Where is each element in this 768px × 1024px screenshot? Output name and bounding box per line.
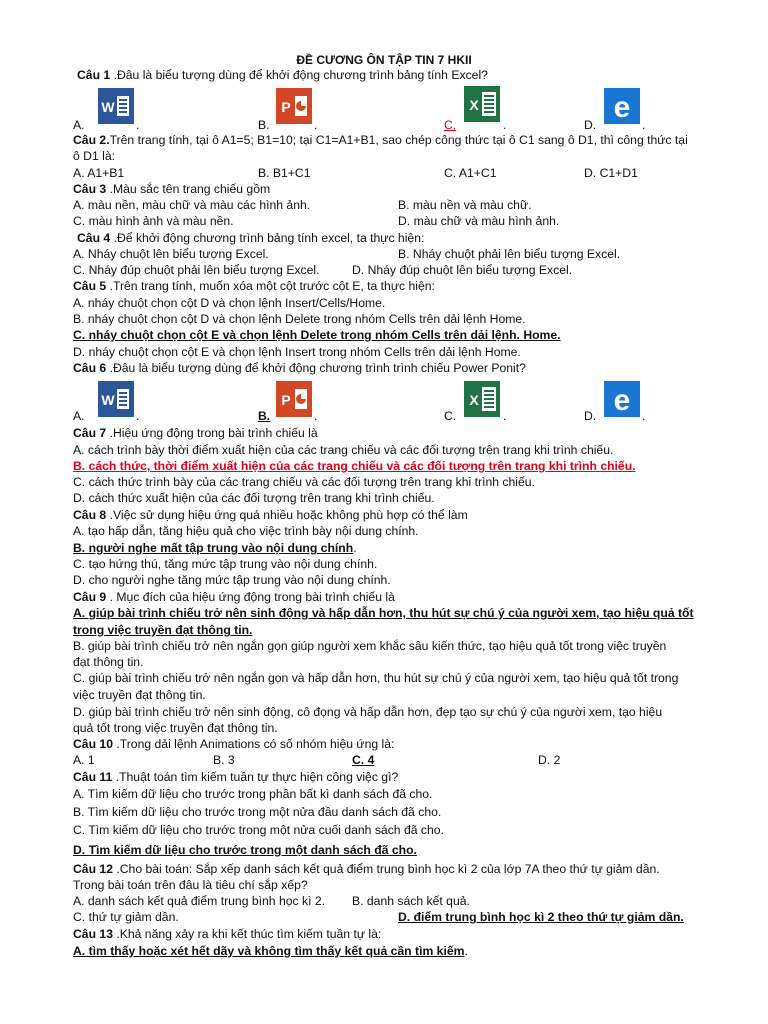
q8-option-b-row — [73, 541, 357, 556]
question-6 — [73, 361, 526, 376]
q8-option-b-answer: B. người nghe mất tập trung vào nội dung chính — [73, 541, 354, 555]
question-7 — [73, 426, 318, 441]
question-13 — [73, 927, 381, 942]
question-label: Câu 13 — [73, 927, 113, 941]
question-12 — [73, 862, 660, 877]
edge-icon — [604, 88, 640, 124]
q9-option-a-answer-line1: A. giúp bài trình chiếu trở nên sinh động và hấp dẫn hơn, thu hút sự chú ý của người xem, tạo hiệu quả tốt — [73, 606, 694, 620]
question-3 — [73, 182, 270, 197]
q8-option-b-end: . — [353, 541, 357, 555]
q6-option-b-label: B. — [258, 409, 271, 423]
q6-option-d-label: D. — [584, 409, 597, 423]
q1-option-b-label: B. — [258, 118, 270, 132]
q12-option-a: A. danh sách kết quả điểm trung bình học kì 2. — [73, 894, 326, 908]
dot: . — [642, 409, 646, 423]
question-label: Câu 4 — [77, 231, 111, 245]
q1-option-d-label: D. — [584, 118, 597, 132]
q6-option-a-label: A. — [73, 409, 85, 423]
question-label: Câu 8 — [73, 508, 107, 522]
dot: . — [503, 118, 507, 132]
edge-icon — [604, 381, 640, 417]
question-label: Câu 9 — [73, 590, 107, 604]
question-11 — [73, 770, 398, 785]
q10-option-c-answer: C. 4 — [352, 753, 375, 767]
powerpoint-icon — [276, 381, 312, 417]
q7-option-a: A. cách trình bày thời điểm xuất hiện của các trang chiếu và các đối tượng trên trang khi trình chiếu. — [73, 443, 614, 457]
question-10 — [73, 737, 394, 752]
question-9 — [73, 590, 395, 605]
q4-option-a: A. Nháy chuột lên biểu tượng Excel. — [73, 247, 269, 261]
question-label: Câu 10 — [73, 737, 113, 751]
question-text: .Cho bài toán: Sắp xếp danh sách kết quả điểm trung bình học kì 2 của lớp 7A theo thứ tự giảm dần. — [112, 862, 660, 876]
question-label: Câu 1 — [77, 68, 111, 82]
question-text: .Thuật toán tìm kiếm tuần tự thực hiện công việc gì? — [112, 770, 399, 784]
q1-option-c-label: C. — [444, 118, 457, 132]
q13-option-a-row — [73, 944, 468, 959]
question-2-cont: ô D1 là: — [73, 149, 116, 163]
q9-option-d-line1: D. giúp bài trình chiếu trở nên sinh động, cô đọng và hấp dẫn hơn, đẹp tạo sự chú ý của người xem, tạo hiệu — [73, 705, 663, 719]
q11-option-c: C. Tìm kiếm dữ liệu cho trước trong một nửa cuối danh sách đã cho. — [73, 823, 444, 837]
q8-option-c: C. tạo hứng thú, tăng mức tập trung vào nội dung chính. — [73, 557, 378, 571]
q4-option-d: D. Nháy đúp chuột lên biểu tượng Excel. — [352, 263, 573, 277]
q2-option-c: C. A1+C1 — [444, 166, 497, 180]
q3-option-b: B. màu nền và màu chữ. — [398, 198, 532, 212]
q4-option-b: B. Nháy chuột phải lên biểu tượng Excel. — [398, 247, 621, 261]
question-label: Câu 3 — [73, 182, 107, 196]
q9-option-d-line2: quả tốt trong việc truyền đạt thông tin. — [73, 721, 278, 735]
question-2 — [73, 133, 688, 148]
q7-option-c: C. cách thức trình bày của các trang chiếu và các đối tượng trên trang khi trình chiếu. — [73, 475, 535, 489]
question-text: .Khả năng xảy ra khi kết thúc tìm kiếm tuần tự là: — [112, 927, 382, 941]
q5-option-c-answer: C. nháy chuột chọn cột E và chọn lệnh Delete trong nhóm Cells trên dải lệnh. Home. — [73, 328, 561, 342]
document-title: ĐỀ CƯƠNG ÔN TẬP TIN 7 HKII — [296, 53, 472, 67]
q1-option-a-label: A. — [73, 118, 85, 132]
q3-option-d: D. màu chữ và màu hình ảnh. — [398, 214, 560, 228]
q9-option-c-line1: C. giúp bài trình chiếu trở nên ngắn gọn và hấp dẫn hơn, thu hút sự chú ý của người xem, tạo hiệu quả tốt trong — [73, 671, 679, 685]
question-12-cont: Trong bài toán trên đâu là tiêu chí sắp xếp? — [73, 878, 308, 892]
question-1 — [77, 68, 488, 83]
dot: . — [314, 409, 318, 423]
q9-option-b-line2: đạt thông tin. — [73, 655, 144, 669]
question-text: .Đâu là biểu tượng dùng để khởi động chương trình trình chiếu Power Ponit? — [106, 361, 526, 375]
q8-option-a: A. tạo hấp dẫn, tăng hiệu quả cho việc trình bày nội dung chính. — [73, 524, 419, 538]
question-text: . Mục đích của hiệu ứng động trong bài trình chiếu là — [106, 590, 395, 604]
q4-option-c: C. Nháy đúp chuột phải lên biểu tượng Excel. — [73, 263, 320, 277]
q9-option-a-answer-line2: trong việc truyền đạt thông tin. — [73, 623, 253, 637]
excel-icon — [464, 86, 500, 122]
question-text: .Để khởi động chương trình bảng tính excel, ta thực hiện: — [110, 231, 425, 245]
q11-option-d-answer: D. Tìm kiếm dữ liệu cho trước trong một danh sách đã cho. — [73, 843, 417, 857]
question-text: .Đâu là biểu tượng dùng để khởi động chương trình bảng tính Excel? — [110, 68, 488, 82]
q13-option-a-end: . — [464, 944, 468, 958]
q2-option-a: A. A1+B1 — [73, 166, 125, 180]
question-label: Câu 5 — [73, 279, 107, 293]
question-label: Câu 7 — [73, 426, 107, 440]
dot: . — [503, 409, 507, 423]
question-text: .Màu sắc tên trang chiếu gồm — [106, 182, 271, 196]
question-4 — [77, 231, 424, 246]
q13-option-a-answer: A. tìm thấy hoặc xét hết dãy và không tìm thấy kết quả cần tìm kiếm — [73, 944, 465, 958]
q8-option-d: D. cho người nghe tăng mức tập trung vào nội dung chính. — [73, 573, 391, 587]
q7-option-d: D. cách thức xuất hiện của các đối tượng trên trang khi trình chiếu. — [73, 491, 435, 505]
question-label: Câu 12 — [73, 862, 113, 876]
question-5 — [73, 279, 435, 294]
q10-option-b: B. 3 — [213, 753, 235, 767]
q10-option-d: D. 2 — [538, 753, 561, 767]
question-label: Câu 2. — [73, 133, 110, 147]
q9-option-b-line1: B. giúp bài trình chiếu trở nên ngắn gọn giúp người xem khắc sâu kiến thức, tạo hiệu quả tốt trong việc truyền — [73, 639, 667, 653]
q2-option-b: B. B1+C1 — [258, 166, 311, 180]
q5-option-a: A. nháy chuột chọn cột D và chọn lệnh Insert/Cells/Home. — [73, 296, 386, 310]
q11-option-a: A. Tìm kiếm dữ liệu cho trước trong phần bất kì danh sách đã cho. — [73, 787, 433, 801]
word-icon — [98, 381, 134, 417]
question-text: Trên trang tính, tại ô A1=5; B1=10; tại C1=A1+B1, sao chép công thức tại ô C1 sang ô D1, thì công thức tại — [109, 133, 688, 147]
q12-option-d-answer: D. điểm trung bình học kì 2 theo thứ tự giảm dần. — [398, 910, 684, 924]
dot: . — [314, 118, 318, 132]
q6-option-c-label: C. — [444, 409, 457, 423]
q5-option-d: D. nháy chuột chọn cột E và chọn lệnh Insert trong nhóm Cells trên dải lệnh Home. — [73, 345, 521, 359]
q12-option-c: C. thứ tự giảm dần. — [73, 910, 179, 924]
q3-option-c: C. màu hình ảnh và màu nền. — [73, 214, 234, 228]
q10-option-a: A. 1 — [73, 753, 95, 767]
question-text: .Trên trang tính, muốn xóa một cột trước cột E, ta thực hiện: — [106, 279, 435, 293]
q7-option-b-answer: B. cách thức, thời điểm xuất hiện của các trang chiếu và các đối tượng trên trang khi trình chiếu. — [73, 459, 636, 473]
word-icon — [98, 88, 134, 124]
q2-option-d: D. C1+D1 — [584, 166, 638, 180]
question-label: Câu 6 — [73, 361, 107, 375]
question-text: .Trong dải lệnh Animations có số nhóm hiệu ứng là: — [112, 737, 395, 751]
dot: . — [136, 118, 140, 132]
question-8 — [73, 508, 468, 523]
dot: . — [642, 118, 646, 132]
excel-icon — [464, 381, 500, 417]
q11-option-b: B. Tìm kiếm dữ liệu cho trước trong một nửa đầu danh sách đã cho. — [73, 805, 442, 819]
question-text: .Việc sử dụng hiệu ứng quá nhiều hoặc không phù hợp có thể làm — [106, 508, 468, 522]
powerpoint-icon — [276, 88, 312, 124]
q5-option-b: B. nháy chuột chọn cột D và chọn lệnh Delete trong nhóm Cells trên dải lệnh Home. — [73, 312, 526, 326]
question-label: Câu 11 — [73, 770, 113, 784]
q9-option-c-line2: việc truyền đạt thông tin. — [73, 688, 206, 702]
question-text: .Hiệu ứng động trong bài trình chiếu là — [106, 426, 318, 440]
dot: . — [136, 409, 140, 423]
q12-option-b: B. danh sách kết quả. — [352, 894, 470, 908]
q3-option-a: A. màu nền, màu chữ và màu các hình ảnh. — [73, 198, 311, 212]
